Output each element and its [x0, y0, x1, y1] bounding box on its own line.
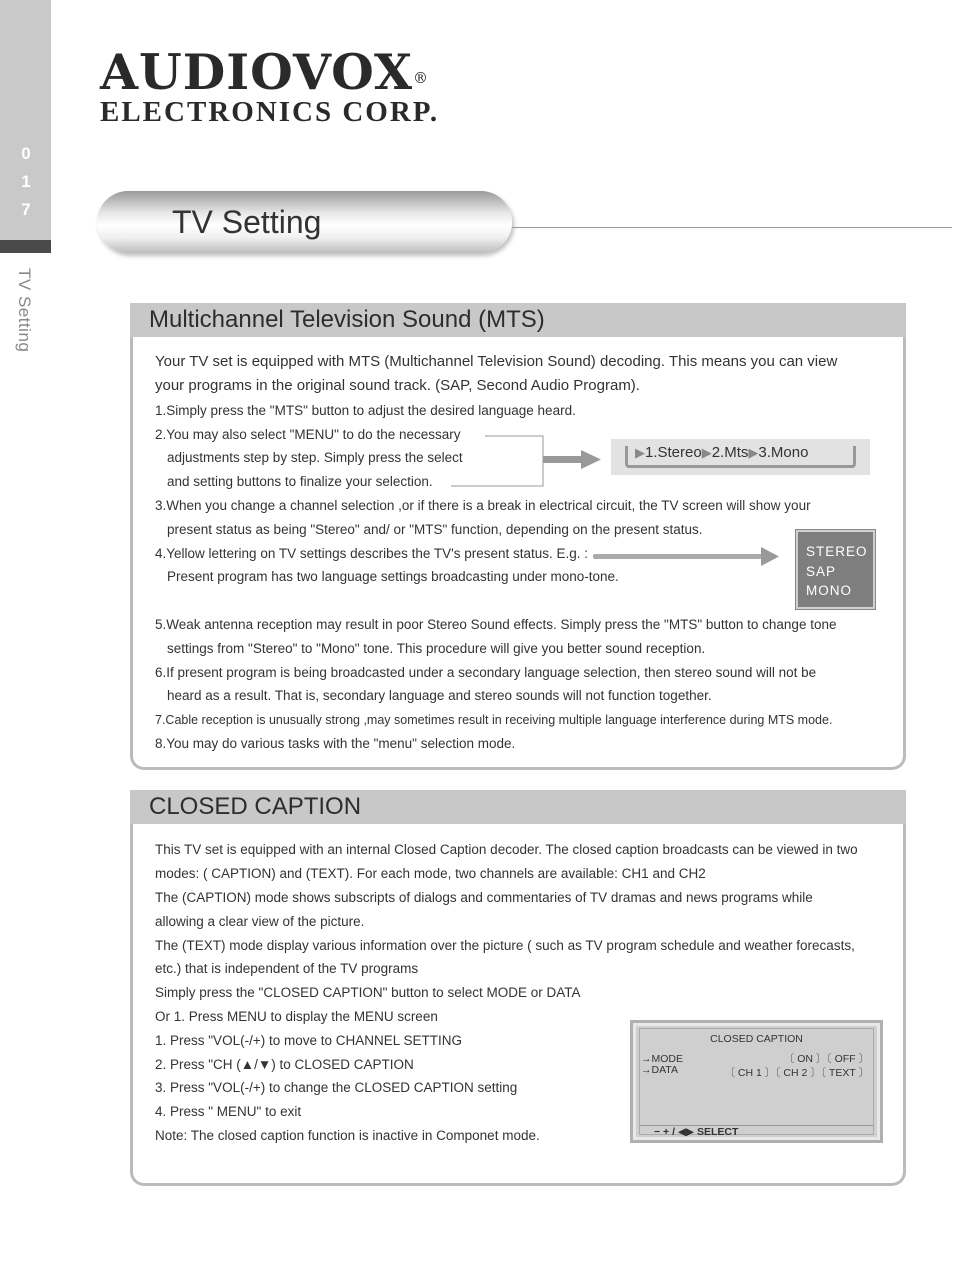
- sound-status-display: [796, 530, 875, 609]
- page-digit: 0: [21, 144, 31, 163]
- mts-item: present status as being "Stereo" and/ or "MTS" function, depending on the present status.: [167, 522, 703, 537]
- mts-item: adjustments step by step. Simply press the select: [167, 450, 463, 465]
- registered-mark: ®: [412, 69, 429, 87]
- osd-mode-label: →MODE: [641, 1053, 683, 1065]
- sound-mode-option: 3.Mono: [758, 444, 809, 461]
- cc-line: The (CAPTION) mode shows subscripts of dialogs and commentaries of TV dramas and news programs while: [155, 890, 813, 905]
- mts-item: 4.Yellow lettering on TV settings describes the TV's present status. E.g. :: [155, 546, 589, 561]
- cc-step: 2. Press "CH (▲/▼) to CLOSED CAPTION: [155, 1057, 414, 1072]
- mts-item: 6.If present program is being broadcasted under a secondary language selection, then stereo sound will not be: [155, 665, 817, 680]
- cc-line: allowing a clear view of the picture.: [155, 914, 365, 929]
- osd-title: CLOSED CAPTION: [710, 1033, 803, 1045]
- cc-note: Note: The closed caption function is inactive in Componet mode.: [155, 1128, 540, 1143]
- sound-mode-options: [635, 444, 808, 461]
- mts-item: settings from "Stereo" to "Mono" tone. This procedure will give you better sound reception.: [167, 641, 706, 656]
- logo-brand: AUDIOVOX®: [100, 43, 429, 101]
- sound-mode-option: 1.Stereo: [645, 444, 702, 461]
- mts-item: 2.You may also select "MENU" to do the necessary: [155, 427, 461, 442]
- side-section-label: TV Setting: [15, 268, 34, 353]
- osd-footer-bar: [640, 1125, 873, 1138]
- arrow-right-icon: ▶: [701, 445, 712, 460]
- sidebar-accent-bar: [0, 240, 51, 253]
- mts-section: [130, 303, 906, 770]
- cc-step: 3. Press "VOL(-/+) to change the CLOSED CAPTION setting: [155, 1080, 518, 1095]
- cc-line: This TV set is equipped with an internal Closed Caption decoder. The closed caption broadcasts can be viewed in two: [155, 842, 858, 857]
- status-label: SAP: [806, 563, 837, 579]
- bracket-arrow-icon: [451, 433, 611, 493]
- mts-item: 8.You may do various tasks with the "menu" selection mode.: [155, 736, 516, 751]
- logo-subtitle: ELECTRONICS CORP.: [100, 96, 440, 128]
- mts-item: and setting buttons to finalize your selection.: [167, 474, 433, 489]
- mts-heading: Multichannel Television Sound (MTS): [130, 303, 906, 337]
- cc-line: Or 1. Press MENU to display the MENU screen: [155, 1009, 438, 1024]
- osd-select-hint: − + / ◀▶ SELECT: [654, 1126, 739, 1138]
- sound-mode-option: 2.Mts: [711, 444, 749, 461]
- cc-heading: CLOSED CAPTION: [130, 790, 906, 824]
- arrow-right-icon: ▶: [635, 445, 645, 460]
- osd-mode-values: 〔 ON 〕〔 OFF 〕: [783, 1053, 869, 1065]
- cc-line: modes: ( CAPTION) and (TEXT). For each mode, two channels are available: CH1 and CH2: [155, 866, 706, 881]
- page-title: TV Setting: [172, 204, 322, 240]
- osd-data-label: →DATA: [641, 1064, 678, 1076]
- osd-data-values: 〔 CH 1 〕〔 CH 2 〕〔 TEXT 〕: [724, 1067, 869, 1079]
- cc-line: The (TEXT) mode display various information over the picture ( such as TV program schedule and weather forecasts,: [155, 938, 855, 953]
- mts-item: Present program has two language settings broadcasting under mono-tone.: [167, 569, 619, 584]
- mts-intro-line: your programs in the original sound track. (SAP, Second Audio Program).: [155, 377, 640, 394]
- title-rule: [512, 227, 952, 228]
- page-number: [16, 140, 36, 224]
- cc-line: etc.) that is independent of the TV programs: [155, 961, 419, 976]
- status-label: STEREO: [806, 544, 868, 559]
- page-digit: 7: [21, 200, 31, 219]
- closed-caption-section: [130, 790, 906, 1186]
- audiovox-logo: [100, 43, 440, 128]
- arrow-right-icon: ▶: [748, 445, 759, 460]
- mts-item: 1.Simply press the "MTS" button to adjust the desired language heard.: [155, 403, 576, 418]
- mts-intro-line: Your TV set is equipped with MTS (Multichannel Television Sound) decoding. This means you can view: [155, 353, 838, 370]
- cc-line: Simply press the "CLOSED CAPTION" button to select MODE or DATA: [155, 985, 581, 1000]
- cc-step: 4. Press " MENU" to exit: [155, 1104, 302, 1119]
- status-label: MONO: [806, 583, 852, 598]
- closed-caption-osd-screen: [630, 1020, 883, 1143]
- cc-step: 1. Press "VOL(-/+) to move to CHANNEL SETTING: [155, 1033, 462, 1048]
- sound-mode-selector: [611, 439, 870, 475]
- page-title-banner: [97, 191, 512, 253]
- mts-item: heard as a result. That is, secondary language and stereo sounds will not function together.: [167, 688, 712, 703]
- arrow-right-icon: [593, 546, 783, 570]
- mts-item: 3.When you change a channel selection ,or if there is a break in electrical circuit, the TV screen will show your: [155, 498, 811, 513]
- osd-frame: [639, 1028, 874, 1138]
- mts-item: 5.Weak antenna reception may result in poor Stereo Sound effects. Simply press the "MTS" button to change tone: [155, 617, 837, 632]
- mts-item: 7.Cable reception is unusually strong ,may sometimes result in receiving multiple language interference during MTS mode.: [155, 713, 833, 727]
- page-digit: 1: [21, 172, 31, 191]
